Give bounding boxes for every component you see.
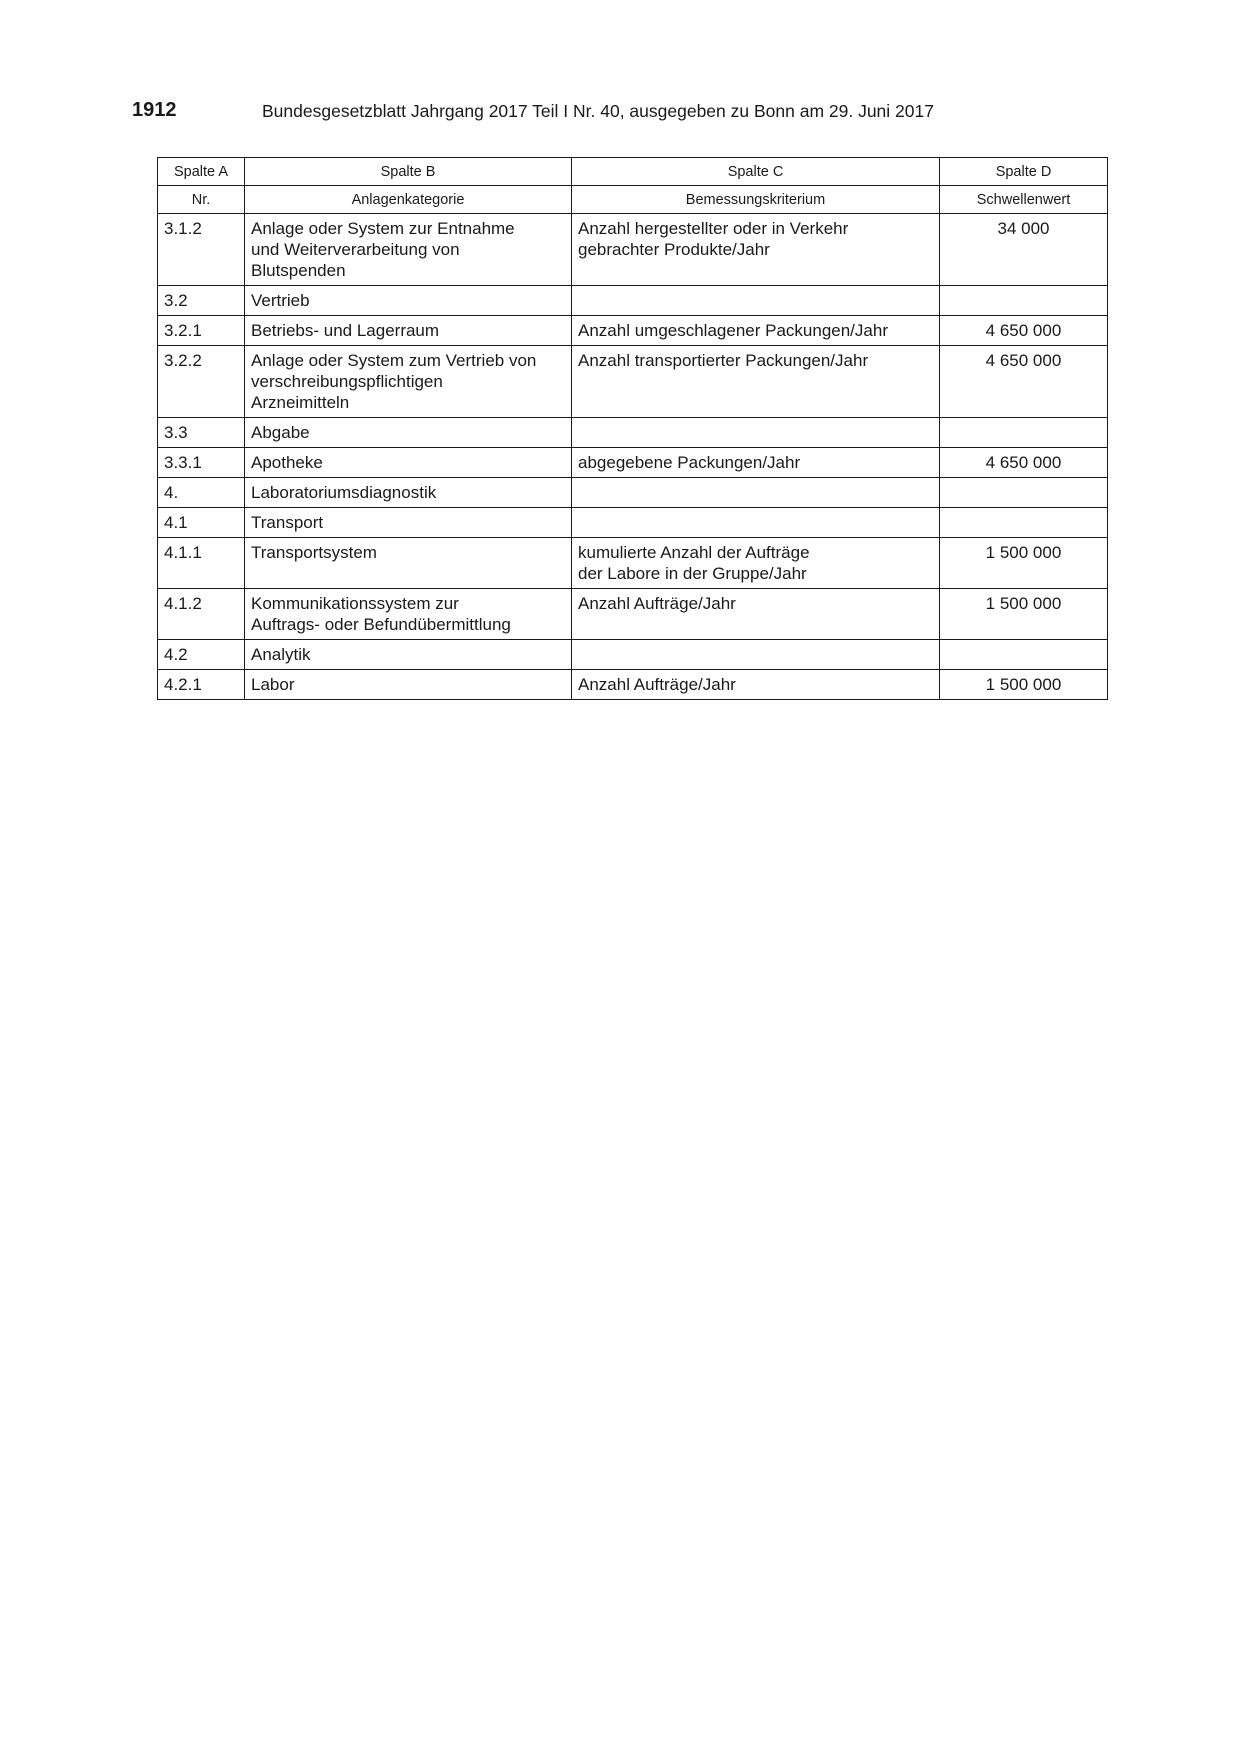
row-schwellenwert: 4 650 000 — [940, 346, 1108, 418]
row-schwellenwert: 1 500 000 — [940, 589, 1108, 640]
row-kriterium: Anzahl Aufträge/Jahr — [572, 589, 940, 640]
row-schwellenwert: 1 500 000 — [940, 670, 1108, 700]
row-kriterium — [572, 286, 940, 316]
row-nr: 3.1.2 — [158, 214, 245, 286]
row-kriterium: abgegebene Packungen/Jahr — [572, 448, 940, 478]
column-subtitle-kategorie: Anlagenkategorie — [245, 186, 572, 214]
row-kategorie: Analytik — [245, 640, 572, 670]
row-nr: 3.2 — [158, 286, 245, 316]
row-schwellenwert — [940, 640, 1108, 670]
row-kriterium — [572, 418, 940, 448]
row-kategorie: Laboratoriumsdiagnostik — [245, 478, 572, 508]
column-subtitle-row — [158, 186, 1108, 214]
row-schwellenwert: 4 650 000 — [940, 448, 1108, 478]
row-nr: 4.1.2 — [158, 589, 245, 640]
table-row — [158, 508, 1108, 538]
row-nr: 3.2.2 — [158, 346, 245, 418]
row-kriterium — [572, 640, 940, 670]
row-kriterium — [572, 508, 940, 538]
table-row — [158, 640, 1108, 670]
row-kriterium — [572, 478, 940, 508]
column-title-row — [158, 158, 1108, 186]
row-kriterium: Anzahl hergestellter oder in Verkehr gebrachter Produkte/Jahr — [572, 214, 940, 286]
row-schwellenwert — [940, 508, 1108, 538]
row-kriterium: kumulierte Anzahl der Aufträge der Labore in der Gruppe/Jahr — [572, 538, 940, 589]
row-nr: 4.1 — [158, 508, 245, 538]
table-row — [158, 316, 1108, 346]
table-body — [158, 214, 1108, 700]
row-nr: 4. — [158, 478, 245, 508]
column-subtitle-schwellenwert: Schwellenwert — [940, 186, 1108, 214]
row-kriterium: Anzahl Aufträge/Jahr — [572, 670, 940, 700]
row-schwellenwert — [940, 478, 1108, 508]
table-row — [158, 478, 1108, 508]
row-kriterium: Anzahl umgeschlagener Packungen/Jahr — [572, 316, 940, 346]
table-row — [158, 418, 1108, 448]
row-nr: 4.1.1 — [158, 538, 245, 589]
table-row — [158, 286, 1108, 316]
row-kategorie: Anlage oder System zum Vertrieb von verschreibungspflichtigen Arzneimitteln — [245, 346, 572, 418]
row-schwellenwert: 34 000 — [940, 214, 1108, 286]
row-kategorie: Anlage oder System zur Entnahme und Weiterverarbeitung von Blutspenden — [245, 214, 572, 286]
column-title-d: Spalte D — [940, 158, 1108, 186]
row-kategorie: Transportsystem — [245, 538, 572, 589]
row-kategorie: Labor — [245, 670, 572, 700]
threshold-table — [157, 157, 1108, 700]
row-schwellenwert: 4 650 000 — [940, 316, 1108, 346]
table-row — [158, 670, 1108, 700]
row-kategorie: Abgabe — [245, 418, 572, 448]
row-nr: 4.2 — [158, 640, 245, 670]
table-row — [158, 214, 1108, 286]
running-head: Bundesgesetzblatt Jahrgang 2017 Teil I Nr. 40, ausgegeben zu Bonn am 29. Juni 2017 — [262, 101, 934, 121]
row-schwellenwert — [940, 418, 1108, 448]
row-kategorie: Vertrieb — [245, 286, 572, 316]
row-nr: 3.2.1 — [158, 316, 245, 346]
row-kategorie: Transport — [245, 508, 572, 538]
row-kategorie: Betriebs- und Lagerraum — [245, 316, 572, 346]
row-schwellenwert: 1 500 000 — [940, 538, 1108, 589]
column-subtitle-kriterium: Bemessungskriterium — [572, 186, 940, 214]
page-number: 1912 — [132, 99, 177, 121]
row-nr: 4.2.1 — [158, 670, 245, 700]
row-schwellenwert — [940, 286, 1108, 316]
column-title-c: Spalte C — [572, 158, 940, 186]
table-row — [158, 346, 1108, 418]
column-subtitle-nr: Nr. — [158, 186, 245, 214]
table-row — [158, 448, 1108, 478]
row-kriterium: Anzahl transportierter Packungen/Jahr — [572, 346, 940, 418]
table-row — [158, 538, 1108, 589]
column-title-b: Spalte B — [245, 158, 572, 186]
column-title-a: Spalte A — [158, 158, 245, 186]
row-kategorie: Apotheke — [245, 448, 572, 478]
row-kategorie: Kommunikationssystem zur Auftrags- oder Befundübermittlung — [245, 589, 572, 640]
table-row — [158, 589, 1108, 640]
row-nr: 3.3 — [158, 418, 245, 448]
row-nr: 3.3.1 — [158, 448, 245, 478]
